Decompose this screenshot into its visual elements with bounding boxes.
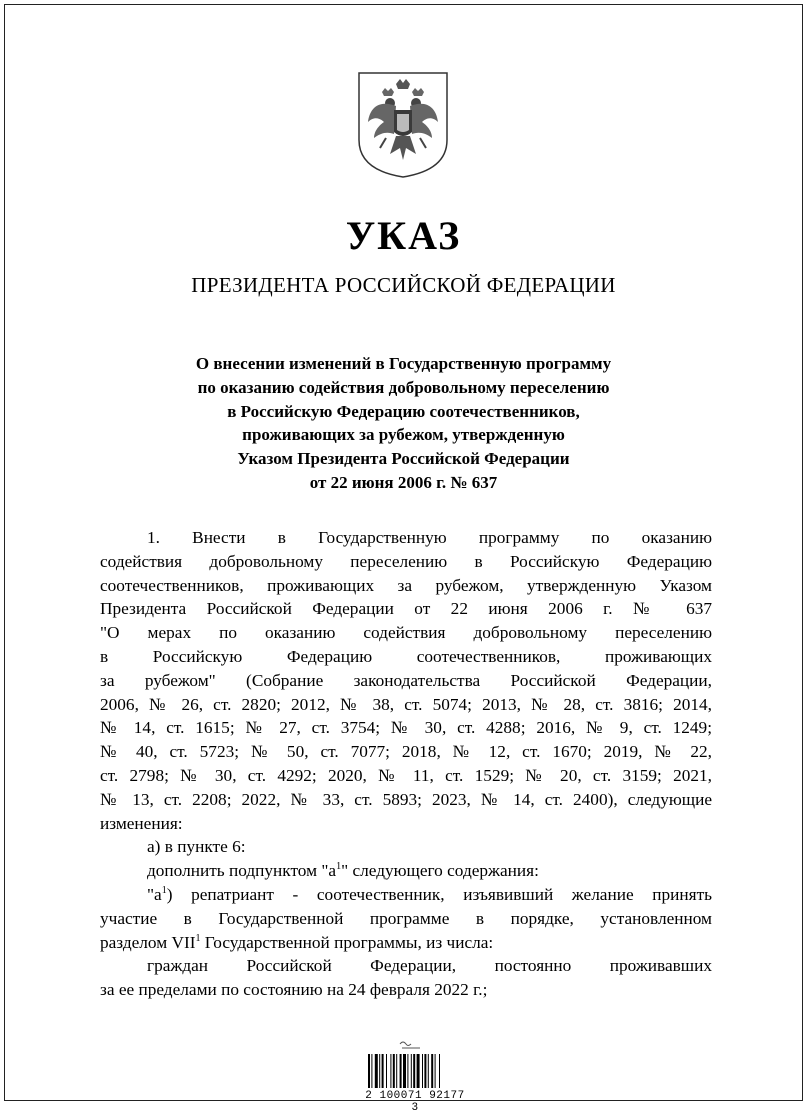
citizens-line: граждан Российской Федерации, постоянно проживавших: [147, 956, 712, 976]
barcode-bar: [375, 1054, 378, 1088]
superscript: 1: [195, 932, 201, 944]
barcode-bar: [435, 1054, 436, 1088]
decree-heading: [100, 352, 707, 495]
definition-text: ) репатриант - соотечественник, изъявивший желание принять: [166, 884, 712, 904]
barcode-bar: [400, 1054, 402, 1088]
barcode-bar: [413, 1054, 415, 1088]
barcode-bar: [424, 1054, 426, 1088]
body-line: соотечественников, проживающих за рубежом, утвержденную Указом: [100, 575, 712, 595]
heading-line: О внесении изменений в Государственную программу: [195, 354, 612, 373]
barcode-bar: [379, 1054, 380, 1088]
item-a: а) в пункте 6:: [147, 837, 246, 857]
body-line: № 14, ст. 1615; № 27, ст. 3754; № 30, ст. 4288; 2016, № 9, ст. 1249;: [100, 718, 712, 738]
barcode-bar: [411, 1054, 412, 1088]
barcode-bar: [382, 1054, 384, 1088]
definition-text: разделом VII: [100, 932, 196, 952]
heading-line: в Российскую Федерацию соотечественников,: [227, 401, 580, 421]
heading-line: Указом Президента Российской Федерации: [237, 449, 570, 469]
body-line: за рубежом" (Собрание законодательства Российской Федерации,: [100, 670, 712, 690]
heading-line: по оказанию содействия добровольному переселению: [197, 377, 610, 397]
coat-of-arms-icon: [356, 70, 450, 180]
body-line: изменения:: [100, 813, 183, 833]
supplement-text: дополнить подпунктом "а: [147, 861, 337, 881]
body-line: "О мерах по оказанию содействия добровольному переселению: [100, 623, 712, 643]
body-line: Президента Российской Федерации от 22 июня 2006 г. № 637: [100, 599, 712, 619]
superscript: 1: [336, 861, 342, 873]
body-line: 2006, № 26, ст. 2820; 2012, № 38, ст. 5074; 2013, № 28, ст. 3816; 2014,: [100, 694, 712, 714]
definition-text: "а: [147, 884, 162, 904]
barcode-bar: [431, 1054, 433, 1088]
definition-text: Государственной программы, из числа:: [200, 932, 494, 952]
barcode-bar: [393, 1054, 395, 1088]
definition-line: [100, 883, 712, 907]
supplement-text: " следующего содержания:: [341, 861, 539, 881]
barcode-bar: [439, 1054, 440, 1088]
barcode-bar: [407, 1054, 408, 1088]
barcode-bar: [396, 1054, 397, 1088]
decree-body: [100, 526, 712, 1002]
body-line: № 13, ст. 2208; 2022, № 33, ст. 5893; 2023, № 14, ст. 2400), следующие: [100, 789, 712, 809]
document-subtitle: ПРЕЗИДЕНТА РОССИЙСКОЙ ФЕДЕРАЦИИ: [191, 273, 616, 297]
definition-line: участие в Государственной программе в порядке, установленном: [100, 908, 712, 928]
barcode-bar: [386, 1054, 387, 1088]
barcode-bar: [390, 1054, 391, 1088]
barcode-bar: [428, 1054, 429, 1088]
barcode-bar: [417, 1054, 420, 1088]
barcode-number: 2 100071 92177 3: [365, 1090, 465, 1114]
heading-line: от 22 июня 2006 г. № 637: [309, 472, 498, 492]
supplement-line: [100, 859, 712, 883]
body-line: в Российскую Федерацию соотечественников, проживающих: [100, 646, 712, 666]
barcode-bar: [371, 1054, 372, 1088]
barcode-bar: [422, 1054, 423, 1088]
barcode-bar: [368, 1054, 370, 1088]
heading-line: проживающих за рубежом, утвержденную: [242, 425, 565, 445]
barcode-bar: [403, 1054, 406, 1088]
body-line: содействия добровольному переселению в Российскую Федерацию: [100, 551, 712, 571]
document-title: УКАЗ: [345, 213, 462, 258]
citizens-line: за ее пределами по состоянию на 24 февраля 2022 г.;: [100, 980, 488, 1000]
body-line: № 40, ст. 5723; № 50, ст. 7077; 2018, № 12, ст. 1670; 2019, № 22,: [100, 742, 712, 762]
body-line: 1. Внести в Государственную программу по оказанию: [147, 528, 712, 547]
superscript: 1: [161, 884, 167, 896]
definition-line: [100, 931, 712, 955]
body-line: ст. 2798; № 30, ст. 4292; 2020, № 11, ст. 1529; № 20, ст. 3159; 2021,: [100, 765, 712, 785]
